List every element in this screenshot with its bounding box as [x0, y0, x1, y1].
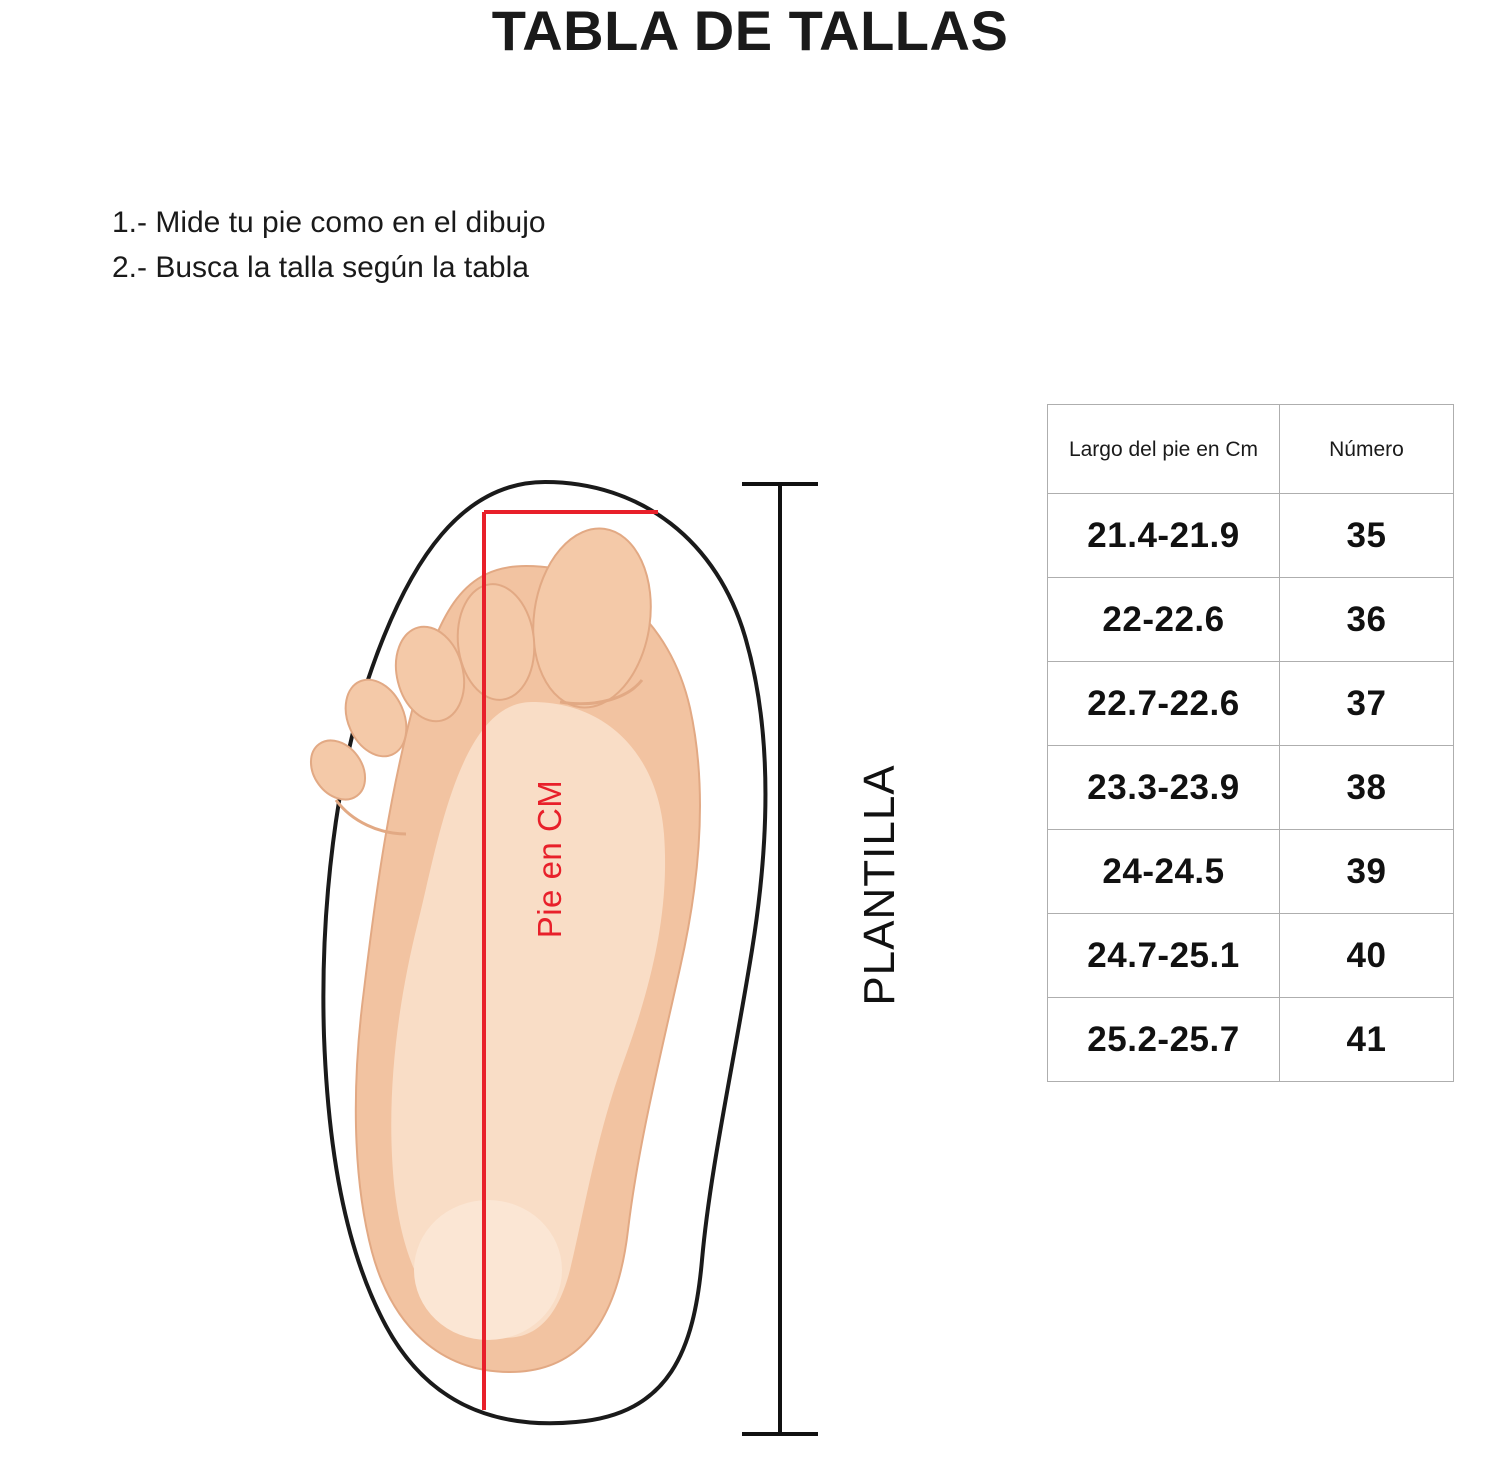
cell-size-number: 35	[1280, 494, 1454, 578]
cell-size-number: 37	[1280, 662, 1454, 746]
column-header-foot-length: Largo del pie en Cm	[1048, 405, 1280, 494]
foot-measure-label: Pie en CM	[531, 779, 568, 939]
cell-foot-length: 22-22.6	[1048, 578, 1280, 662]
cell-size-number: 40	[1280, 914, 1454, 998]
table-row	[1048, 494, 1454, 578]
foot-measurement-diagram	[240, 470, 904, 1450]
size-chart-table	[1047, 404, 1454, 1082]
cell-size-number: 36	[1280, 578, 1454, 662]
cell-foot-length: 24.7-25.1	[1048, 914, 1280, 998]
table-row	[1048, 578, 1454, 662]
cell-size-number: 39	[1280, 830, 1454, 914]
cell-foot-length: 24-24.5	[1048, 830, 1280, 914]
table-row	[1048, 830, 1454, 914]
cell-size-number: 38	[1280, 746, 1454, 830]
page-title: TABLA DE TALLAS	[491, 0, 1009, 62]
table-row	[1048, 746, 1454, 830]
table-header-row	[1048, 405, 1454, 494]
cell-foot-length: 22.7-22.6	[1048, 662, 1280, 746]
insole-label: PLANTILLA	[855, 764, 904, 1006]
instruction-step-1: 1.- Mide tu pie como en el dibujo	[112, 206, 546, 239]
column-header-size-number: Número	[1280, 405, 1454, 494]
table-row	[1048, 998, 1454, 1082]
heel-pad	[414, 1200, 562, 1340]
table-row	[1048, 662, 1454, 746]
instructions-list	[112, 200, 546, 290]
table-row	[1048, 914, 1454, 998]
instruction-step-2: 2.- Busca la talla según la tabla	[112, 251, 529, 284]
cell-foot-length: 21.4-21.9	[1048, 494, 1280, 578]
cell-size-number: 41	[1280, 998, 1454, 1082]
cell-foot-length: 25.2-25.7	[1048, 998, 1280, 1082]
cell-foot-length: 23.3-23.9	[1048, 746, 1280, 830]
